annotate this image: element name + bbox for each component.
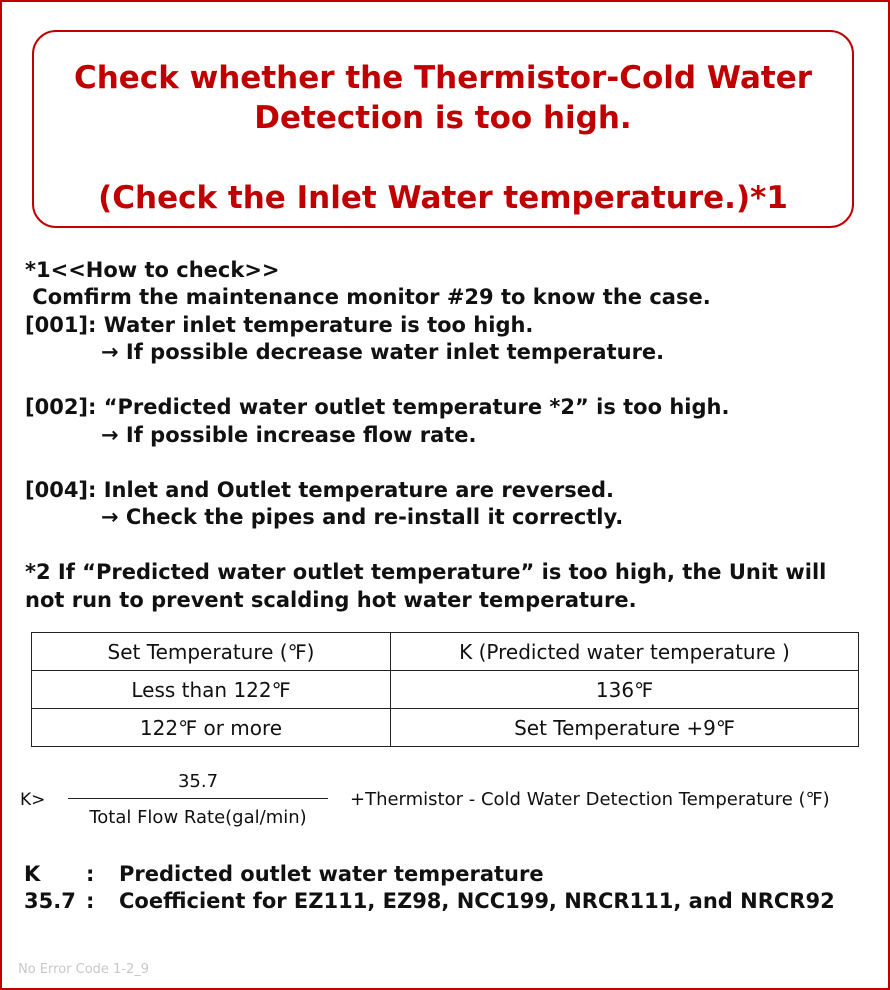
table-cell: 136℉ bbox=[391, 671, 859, 709]
formula-numerator: 35.7 bbox=[177, 771, 219, 792]
case-004-action: → Check the pipes and re-install it correctly. bbox=[101, 505, 624, 529]
how-to-check-heading: *1<<How to check>> bbox=[25, 258, 280, 282]
table-header-cell: K (Predicted water temperature ) bbox=[391, 633, 859, 671]
case-001-text: [001]: Water inlet temperature is too high. bbox=[25, 313, 534, 337]
definition-term: 35.7 : bbox=[24, 889, 95, 913]
title-subtitle: (Check the Inlet Water temperature.)*1 bbox=[98, 180, 788, 216]
table-header-row bbox=[32, 633, 859, 671]
table-cell: Set Temperature +9℉ bbox=[391, 709, 859, 747]
note-line-1: *2 If “Predicted water outlet temperature” is too high, the Unit will bbox=[25, 560, 827, 584]
table-header-cell: Set Temperature (℉) bbox=[32, 633, 391, 671]
formula-rhs: +Thermistor - Cold Water Detection Temperature (℉) bbox=[350, 789, 830, 810]
table-row bbox=[32, 671, 859, 709]
definition-coefficient bbox=[24, 887, 835, 915]
case-004-text: [004]: Inlet and Outlet temperature are reversed. bbox=[25, 478, 614, 502]
definition-k bbox=[24, 860, 544, 888]
title-line-1: Check whether the Thermistor-Cold Water bbox=[73, 60, 813, 96]
temperature-table bbox=[31, 632, 859, 747]
table-cell: 122℉ or more bbox=[32, 709, 391, 747]
case-001-action: → If possible decrease water inlet temperature. bbox=[101, 340, 665, 364]
footer-code: No Error Code 1-2_9 bbox=[18, 962, 150, 977]
table-row bbox=[32, 709, 859, 747]
title-main bbox=[34, 58, 852, 138]
intro-text: Comfirm the maintenance monitor #29 to know the case. bbox=[25, 285, 711, 309]
title-line-2: Detection is too high. bbox=[254, 100, 632, 136]
formula-fraction-bar bbox=[68, 798, 328, 799]
definition-desc: Coefficient for EZ111, EZ98, NCC199, NRCR111, and NRCR92 bbox=[119, 889, 835, 913]
title-box bbox=[32, 30, 854, 228]
case-002-action: → If possible increase flow rate. bbox=[101, 423, 477, 447]
table-cell: Less than 122℉ bbox=[32, 671, 391, 709]
definition-desc: Predicted outlet water temperature bbox=[119, 862, 544, 886]
note-line-2: not run to prevent scalding hot water temperature. bbox=[25, 588, 637, 612]
case-002-text: [002]: “Predicted water outlet temperature *2” is too high. bbox=[25, 395, 730, 419]
formula-lhs: K> bbox=[20, 790, 46, 810]
formula-denominator: Total Flow Rate(gal/min) bbox=[89, 807, 307, 828]
definition-term: K : bbox=[24, 862, 95, 886]
